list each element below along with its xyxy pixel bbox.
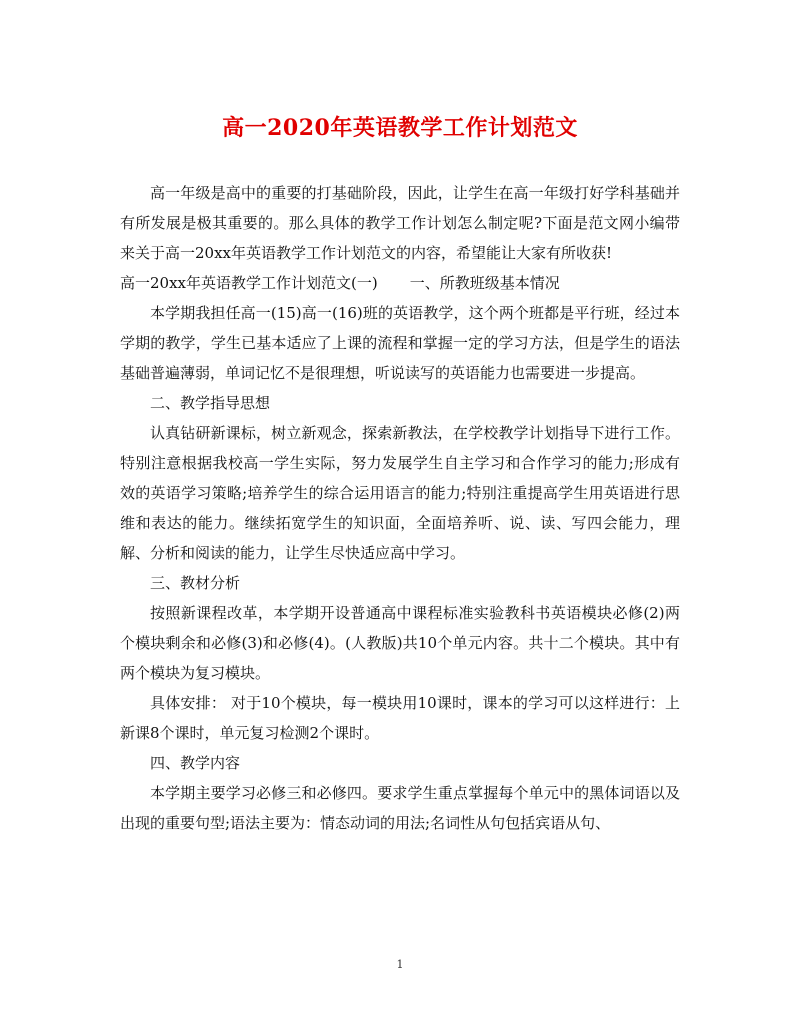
section1-title: 高一20xx年英语教学工作计划范文(一)	[120, 274, 378, 292]
paragraph-schedule: 具体安排： 对于10个模块，每一模块用10课时，课本的学习可以这样进行：上新课8个课时，单元复习检测2个课时。	[120, 694, 680, 742]
paragraph-textbook-analysis: 按照新课程改革，本学期开设普通高中课程标准实验教科书英语模块必修(2)两个模块剩余和必修(3)和必修(4)。(人教版)共10个单元内容。共十二个模块。其中有两个模块为复习模块。	[120, 604, 680, 682]
document-body	[120, 178, 680, 838]
paragraph-teaching-content: 本学期主要学习必修三和必修四。要求学生重点掌握每个单元中的黑体词语以及出现的重要句型;语法主要为：情态动词的用法;名词性从句包括宾语从句、	[120, 784, 680, 832]
document-title: 高一2020年英语教学工作计划范文	[222, 115, 578, 141]
heading-teaching-content: 四、教学内容	[150, 754, 241, 772]
paragraph-teaching-philosophy: 认真钻研新课标，树立新观念，探索新教法，在学校教学计划指导下进行工作。特别注意根据我校高一学生实际，努力发展学生自主学习和合作学习的能力;形成有效的英语学习策略;培养学生的综合运用语言的能力;特别注重提高学生用英语进行思维和表达的能力。继续拓宽学生的知识面，全面培养听、说、读、写四会能力，理解、分析和阅读的能力，让学生尽快适应高中学习。	[120, 424, 680, 562]
paragraph-class-situation: 本学期我担任高一(15)高一(16)班的英语教学，这个两个班都是平行班，经过本学期的教学，学生已基本适应了上课的流程和掌握一定的学习方法，但是学生的语法基础普遍薄弱，单词记忆不是很理想，听说读写的英语能力也需要进一步提高。	[120, 304, 680, 382]
section1-heading: 一、所教班级基本情况	[409, 274, 560, 292]
heading-teaching-philosophy: 二、教学指导思想	[150, 394, 271, 412]
heading-textbook-analysis: 三、教材分析	[150, 574, 241, 592]
page-number: 1	[396, 958, 404, 971]
intro-paragraph: 高一年级是高中的重要的打基础阶段，因此，让学生在高一年级打好学科基础并有所发展是极其重要的。那么具体的教学工作计划怎么制定呢?下面是范文网小编带来关于高一20xx年英语教学工作计划范文的内容，希望能让大家有所收获!	[120, 184, 680, 262]
section-header-line	[120, 268, 680, 298]
